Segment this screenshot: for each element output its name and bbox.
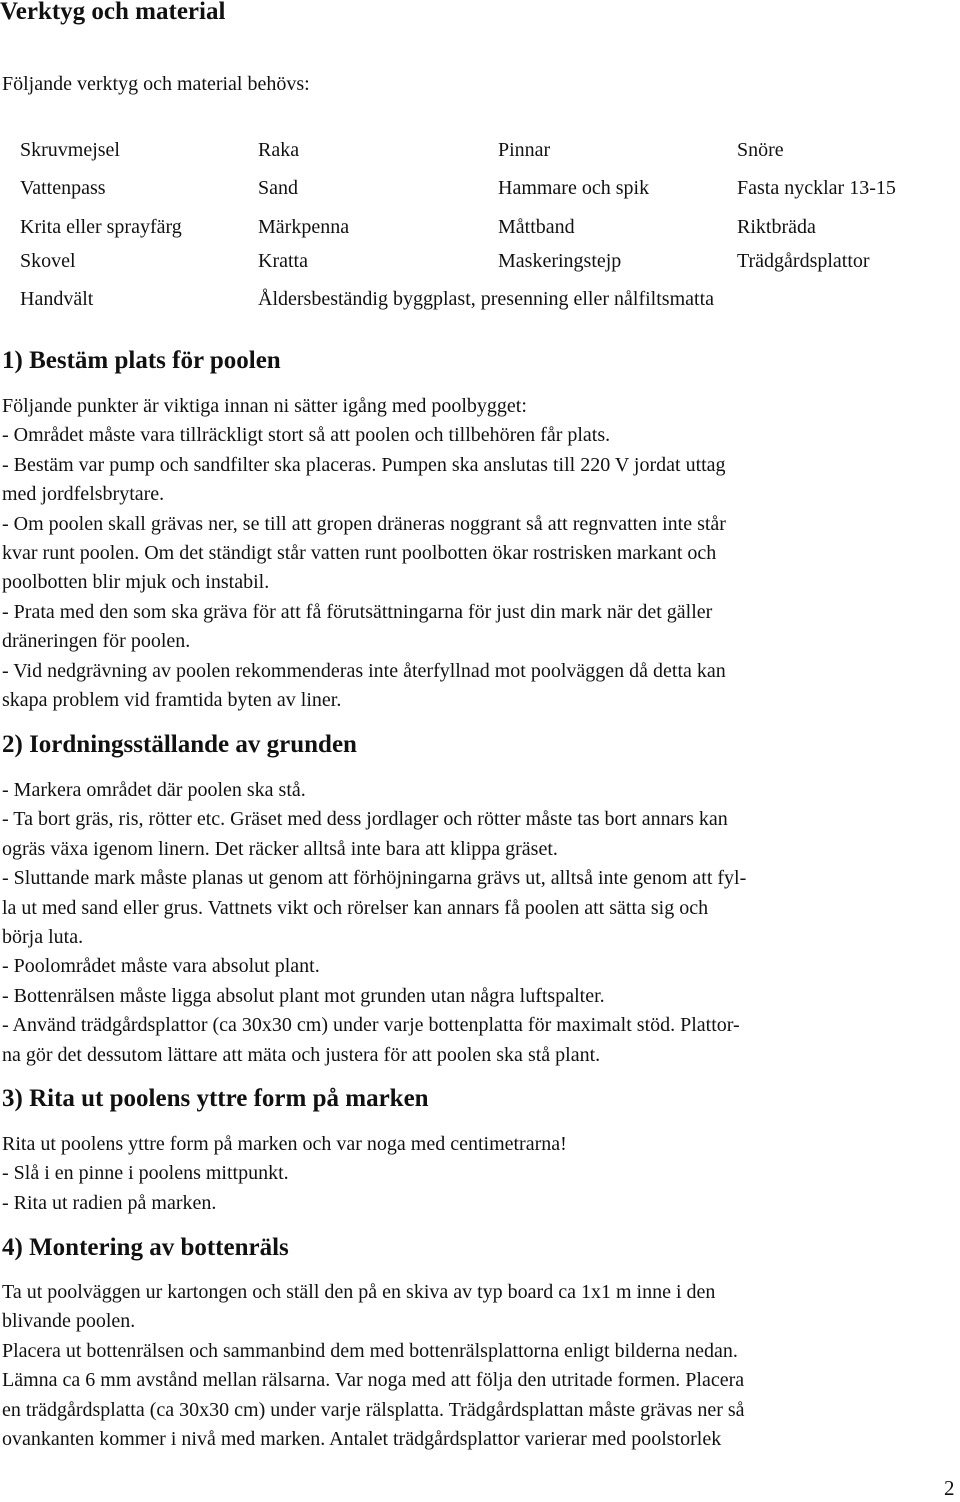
paragraph-line: Lämna ca 6 mm avstånd mellan rälsarna. Var noga med att följa den utritade formen. Placera [2, 1369, 745, 1392]
paragraph-line: na gör det dessutom lättare att mäta och justera för att poolen ska stå plant. [2, 1043, 601, 1066]
paragraph-line: Följande punkter är viktiga innan ni sätter igång med poolbygget: [2, 395, 527, 417]
paragraph-line: - Bottenrälsen måste ligga absolut plant mot grunden utan några luftspalter. [2, 984, 605, 1007]
paragraph-line: - Om poolen skall grävas ner, se till att gropen dräneras noggrant så att regnvatten inte står [2, 512, 726, 535]
page-title: Verktyg och material [0, 0, 226, 25]
paragraph-line: dräneringen för poolen. [2, 630, 191, 653]
paragraph-line: - Sluttande mark måste planas ut genom att förhöjningarna grävs ut, alltså inte genom att fyl- [2, 867, 747, 890]
paragraph-line: - Prata med den som ska gräva för att få förutsättningarna för just din mark när det gäller [2, 600, 713, 623]
paragraph-line: - Ta bort gräs, ris, rötter etc. Gräset med dess jordlager och rötter måste tas bort annars kan [2, 808, 728, 831]
tool-item: Skruvmejsel [20, 139, 120, 161]
paragraph-line: Ta ut poolväggen ur kartongen och ställ den på en skiva av typ board ca 1x1 m inne i den [2, 1281, 716, 1303]
paragraph-line: ovankanten kommer i nivå med marken. Antalet trädgårdsplattor varierar med poolstorlek [2, 1428, 722, 1451]
paragraph-line: la ut med sand eller grus. Vattnets vikt och rörelser kan annars få poolen att sätta sig och [2, 896, 709, 919]
paragraph-line: - Bestäm var pump och sandfilter ska placeras. Pumpen ska anslutas till 220 V jordat uttag [2, 453, 726, 476]
tool-item: Skovel [20, 250, 76, 272]
paragraph-line: börja luta. [2, 926, 84, 949]
tool-item: Åldersbeständig byggplast, presenning eller nålfiltsmatta [258, 288, 714, 310]
tool-item: Sand [258, 177, 298, 199]
tool-item: Hammare och spik [498, 177, 650, 199]
paragraph-line: Placera ut bottenrälsen och sammanbind dem med bottenrälsplattorna enligt bilderna nedan. [2, 1339, 738, 1362]
paragraph-line: - Slå i en pinne i poolens mittpunkt. [2, 1162, 289, 1185]
tool-item: Krita eller sprayfärg [20, 216, 182, 238]
section-heading: 4) Montering av bottenräls [2, 1234, 289, 1261]
paragraph-line: - Vid nedgrävning av poolen rekommenderas inte återfyllnad mot poolväggen då detta kan [2, 659, 726, 682]
paragraph-line: kvar runt poolen. Om det ständigt står vatten runt poolbotten ökar rostrisken markant och [2, 542, 717, 565]
paragraph-line: en trädgårdsplatta (ca 30x30 cm) under varje rälsplatta. Trädgårdsplattan måste grävas ner så [2, 1398, 745, 1421]
paragraph-line: med jordfelsbrytare. [2, 483, 165, 506]
paragraph-line: - Använd trädgårdsplattor (ca 30x30 cm) under varje bottenplatta för maximalt stöd. Plattor- [2, 1014, 740, 1037]
intro-text: Följande verktyg och material behövs: [2, 73, 310, 95]
tool-item: Riktbräda [737, 216, 816, 238]
tool-item: Vattenpass [20, 177, 106, 199]
paragraph-line: - Markera området där poolen ska stå. [2, 779, 306, 801]
section-heading: 3) Rita ut poolens yttre form på marken [2, 1085, 429, 1112]
section-body [2, 392, 957, 715]
section-body [2, 1130, 957, 1218]
tool-item: Raka [258, 139, 300, 161]
tool-item: Pinnar [498, 139, 551, 161]
paragraph-line: skapa problem vid framtida byten av liner. [2, 689, 342, 712]
tool-item: Fasta nycklar 13-15 [737, 177, 896, 199]
paragraph-line: - Poolområdet måste vara absolut plant. [2, 955, 320, 978]
paragraph-line: poolbotten blir mjuk och instabil. [2, 571, 270, 594]
section-body [2, 1278, 957, 1454]
tool-item: Kratta [258, 250, 308, 272]
paragraph-line: ogräs växa igenom linern. Det räcker alltså inte bara att klippa gräset. [2, 837, 558, 860]
page-number: 2 [944, 1476, 955, 1500]
tool-item: Handvält [20, 288, 94, 310]
tool-item: Måttband [498, 216, 575, 238]
section-heading: 1) Bestäm plats för poolen [2, 347, 281, 374]
tool-item: Maskeringstejp [498, 250, 622, 272]
paragraph-line: blivande poolen. [2, 1310, 136, 1333]
tool-item: Märkpenna [258, 216, 350, 238]
paragraph-line: Rita ut poolens yttre form på marken och var noga med centimetrarna! [2, 1133, 567, 1155]
section-heading: 2) Iordningsställande av grunden [2, 731, 357, 758]
tool-item: Snöre [737, 139, 784, 161]
section-body [2, 776, 957, 1070]
paragraph-line: - Området måste vara tillräckligt stort så att poolen och tillbehören får plats. [2, 424, 611, 447]
tool-item: Trädgårdsplattor [737, 250, 870, 272]
paragraph-line: - Rita ut radien på marken. [2, 1191, 217, 1214]
